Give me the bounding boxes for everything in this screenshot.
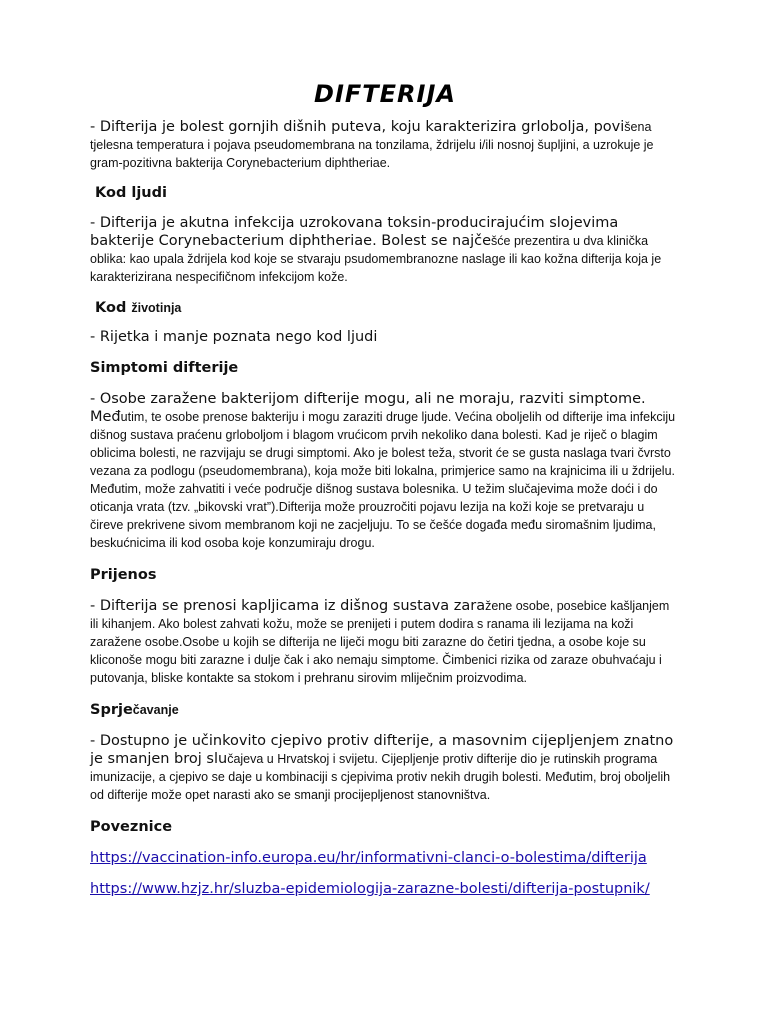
prijenos-lead-text: - Difterija se prenosi kapljicama iz dišnog sustava zara (90, 598, 486, 614)
link-hzjz[interactable]: https://www.hzjz.hr/sluzba-epidemiologija-zarazne-bolesti/difterija-postupnik/ (90, 881, 650, 897)
link-line-2 (90, 880, 680, 898)
document-title: DIFTERIJA (314, 80, 456, 108)
simptomi-paragraph (90, 390, 680, 552)
document-page (90, 80, 680, 898)
intro-lead-text: - Difterija je bolest gornjih dišnih puteva, koju karakterizira grlobolja, povi (90, 119, 625, 135)
intro-rest-text: šena tjelesna temperatura i pojava pseudomembrana na tonzilama, ždrijelu i/ili nosnoj šupljini, a uzrokuje je gram-pozitivna bakterija Corynebacterium diphtheriae. (90, 120, 654, 170)
heading-poveznice: Poveznice (90, 819, 173, 835)
intro-paragraph (90, 118, 680, 172)
link-vaccination-info[interactable]: https://vaccination-info.europa.eu/hr/informativni-clanci-o-bolestima/difterija (90, 850, 647, 866)
zivotinja-paragraph: - Rijetka i manje poznata nego kod ljudi (90, 329, 378, 345)
prijenos-paragraph (90, 597, 680, 687)
sprjecavanje-paragraph (90, 732, 680, 804)
ljudi-lead-text: - Difterija je akutna infekcija uzrokovana toksin-producirajućim slojevima bakterije Corynebacterium diphtheriae. Bolest se najče (90, 215, 619, 249)
heading-prijenos: Prijenos (90, 567, 157, 583)
heading-kod-ljudi: Kod ljudi (95, 185, 167, 201)
heading-sprjecavanje (90, 701, 680, 719)
link-line-1 (90, 849, 680, 867)
simptomi-lead-text: - Osobe zaražene bakterijom difterije mogu, ali ne moraju, razviti simptome. Međ (90, 391, 646, 425)
simptomi-rest-text: utim, te osobe prenose bakteriju i mogu zaraziti druge ljude. Većina oboljelih od difterije ima infekciju dišnog sustava praćenu grloboljom i blagom vrućicom prvih nekoliko dana bolesti. Kad je riječ o blagim oblicima bolesti, ne razvijaju se drugi simptomi. Ako je bolest teža, stvorit će se gusta naslaga tvari čvrsto vezana za podlogu (pseudomembrana), koja može biti lokalna, primjerice samo na krajnicima ili u ždrijelu. Međutim, može zahvatiti i veće područje dišnog sustava bolesnika. U težim slučajevima može doći i do oticanja vrata (tzv. „bikovski vrat”).Difterija može prouzročiti pojavu lezija na koži koje se pretvaraju u čireve prekrivene sivom membranom koji ne zacjeljuju. To se češće događa među siromašnim ljudima, beskućnicima ili kod osoba koje konzumiraju drogu. (90, 410, 676, 550)
sprjecavanje-rest-text: čajeva u Hrvatskoj i svijetu. Cijepljenje protiv difterije dio je rutinskih programa imunizacije, a cjepivo se daje u kombinaciji s cjepivima protiv nekih drugih bolesti. Međutim, broj oboljelih od difterije može opet narasti ako se smanji procijepljenost stanovništva. (90, 752, 671, 802)
ljudi-paragraph (90, 214, 680, 286)
heading-zivotinja-part-a: Kod (95, 300, 132, 316)
heading-kod-zivotinja (90, 299, 680, 317)
sprjecavanje-lead-text: - Dostupno je učinkovito cjepivo protiv difterije, a masovnim cijepljenjem znatno je smanjen broj slu (90, 733, 674, 767)
prijenos-rest-text: žene osobe, posebice kašljanjem ili kihanjem. Ako bolest zahvati kožu, može se prenijeti i putem dodira s ranama ili lezijama na koži zaražene osobe.Osobe u kojih se difterija ne liječi mogu biti zarazne do četiri tjedna, a osobe koje su kliconoše mogu biti zarazne i dulje čak i ako nemaju simptome. Čimbenici rizika od zaraze obuhvaćaju i putovanja, bliske kontakte sa stokom i prehranu sirovim mliječnim proizvodima. (90, 599, 670, 685)
heading-sprjecavanje-part-a: Sprje (90, 702, 133, 718)
heading-sprjecavanje-part-b: čavanje (132, 703, 179, 717)
ljudi-rest-text: šće prezentira u dva klinička oblika: kao upala ždrijela kod koje se stvaraju psudomembranozne naslage ili kao kožna difterija koja je karakterizirana nespecifičnom infekcijom kože. (90, 234, 662, 284)
heading-simptomi: Simptomi difterije (90, 360, 239, 376)
heading-zivotinja-part-b: životinja (131, 301, 182, 315)
